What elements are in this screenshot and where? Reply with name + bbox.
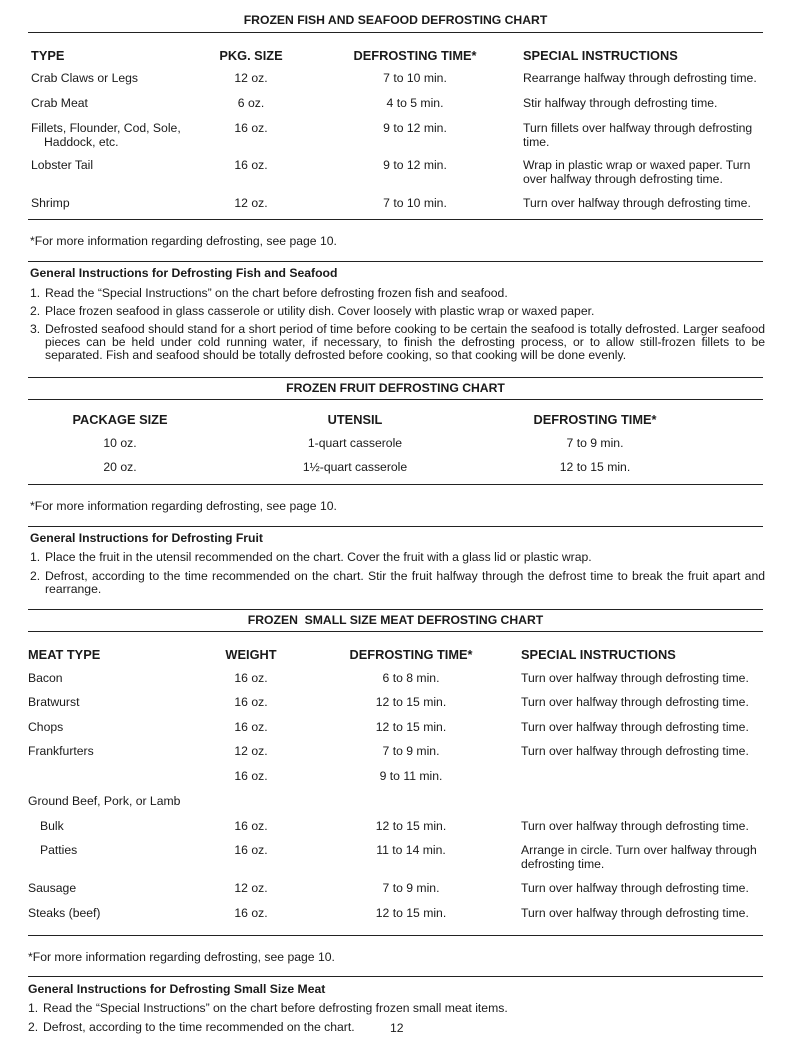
- fish-time: 4 to 5 min.: [386, 96, 444, 110]
- meat-time: 12 to 15 min.: [375, 695, 447, 709]
- meat-time: 12 to 15 min.: [375, 819, 447, 833]
- list-text: Defrosted seafood should stand for a short period of time before cooking to be certain the seafood is totally defrosted. Larger seafood pieces can be held under cold running water, if necessary, to finish the defrosting process, or to allow still-frozen fillets to be separated. Fish and seafood should be totally defrosted before cooking, so that cooking will be done evenly.: [45, 322, 765, 362]
- meat-instructions: Turn over halfway through defrosting time.: [521, 881, 749, 895]
- list-item: [30, 551, 765, 564]
- meat-header-instructions: SPECIAL INSTRUCTIONS: [521, 647, 676, 662]
- meat-time: 7 to 9 min.: [382, 744, 440, 758]
- list-item: [28, 1002, 763, 1015]
- list-text: Defrost, according to the time recommended on the chart. Stir the fruit halfway through the defrost time to break the fruit apart and rearrange.: [45, 569, 765, 596]
- list-item: [30, 570, 765, 596]
- divider: [28, 32, 763, 33]
- fish-type: Crab Claws or Legs: [31, 71, 139, 85]
- list-number: 2.: [30, 304, 41, 318]
- meat-weight: 12 oz.: [234, 881, 268, 895]
- meat-weight: 16 oz.: [234, 671, 268, 685]
- divider: [28, 609, 763, 610]
- fish-size: 16 oz.: [234, 158, 268, 172]
- fish-instructions-cont: time.: [523, 135, 550, 149]
- list-number: 2.: [28, 1020, 39, 1034]
- fish-size: 12 oz.: [234, 71, 268, 85]
- page-number: 12: [390, 1021, 404, 1035]
- fruit-header-size: PACKAGE SIZE: [72, 412, 168, 427]
- meat-instructions: Turn over halfway through defrosting time.: [521, 695, 749, 709]
- meat-weight: 16 oz.: [234, 843, 268, 857]
- meat-weight: 16 oz.: [234, 720, 268, 734]
- fish-time: 7 to 10 min.: [383, 196, 447, 210]
- list-text: Read the “Special Instructions” on the chart before defrosting frozen fish and seafood.: [45, 286, 508, 300]
- meat-time: 12 to 15 min.: [375, 720, 447, 734]
- fruit-utensil: 1-quart casserole: [307, 436, 403, 450]
- meat-weight: 16 oz.: [234, 819, 268, 833]
- meat-type: Bacon: [28, 671, 63, 685]
- fish-header-instructions: SPECIAL INSTRUCTIONS: [523, 48, 678, 63]
- meat-type: Bulk: [40, 819, 64, 833]
- fruit-time: 7 to 9 min.: [566, 436, 624, 450]
- meat-instructions: Turn over halfway through defrosting time.: [521, 720, 749, 734]
- list-item: [28, 1021, 388, 1034]
- fish-instructions: Wrap in plastic wrap or waxed paper. Turn: [523, 158, 751, 172]
- list-item: [30, 287, 765, 300]
- list-number: 1.: [30, 550, 41, 564]
- list-text: Read the “Special Instructions” on the chart before defrosting frozen small meat items.: [43, 1001, 508, 1015]
- fruit-size: 10 oz.: [103, 436, 137, 450]
- meat-time: 6 to 8 min.: [382, 671, 440, 685]
- fruit-size: 20 oz.: [103, 460, 137, 474]
- fish-instructions: Rearrange halfway through defrosting time.: [523, 71, 757, 85]
- list-text: Place the fruit in the utensil recommended on the chart. Cover the fruit with a glass lid or plastic wrap.: [45, 550, 592, 564]
- fish-time: 9 to 12 min.: [383, 158, 447, 172]
- meat-header-time: DEFROSTING TIME*: [349, 647, 473, 662]
- meat-weight: 16 oz.: [234, 906, 268, 920]
- meat-type: Sausage: [28, 881, 77, 895]
- meat-time: 12 to 15 min.: [375, 906, 447, 920]
- fish-instructions-cont: over halfway through defrosting time.: [523, 172, 723, 186]
- fish-type: Lobster Tail: [31, 158, 94, 172]
- divider: [28, 219, 763, 220]
- meat-header-type: MEAT TYPE: [28, 647, 101, 662]
- fish-header-time: DEFROSTING TIME*: [353, 48, 477, 63]
- meat-time: 11 to 14 min.: [376, 843, 446, 857]
- fish-size: 16 oz.: [234, 121, 268, 135]
- meat-type: Chops: [28, 720, 64, 734]
- fish-type: Shrimp: [31, 196, 70, 210]
- list-item: [30, 305, 765, 318]
- fish-size: 12 oz.: [234, 196, 268, 210]
- list-number: 1.: [30, 286, 41, 300]
- meat-instructions: Arrange in circle. Turn over halfway through: [521, 843, 757, 857]
- meat-weight: 16 oz.: [234, 769, 268, 783]
- fish-instructions: Turn over halfway through defrosting time.: [523, 196, 751, 210]
- fish-type-cont: Haddock, etc.: [44, 135, 119, 149]
- fruit-header-time: DEFROSTING TIME*: [533, 412, 657, 427]
- meat-instructions-cont: defrosting time.: [521, 857, 605, 871]
- meat-type: Frankfurters: [28, 744, 94, 758]
- divider: [28, 526, 763, 527]
- meat-chart-title: FROZEN SMALL SIZE MEAT DEFROSTING CHART: [247, 613, 544, 627]
- fish-type: Fillets, Flounder, Cod, Sole,: [31, 121, 181, 135]
- list-text: Defrost, according to the time recommended on the chart.: [43, 1020, 355, 1034]
- fish-chart-title: FROZEN FISH AND SEAFOOD DEFROSTING CHART: [243, 13, 548, 27]
- divider: [28, 261, 763, 262]
- fish-instructions: Stir halfway through defrosting time.: [523, 96, 718, 110]
- meat-weight: 12 oz.: [234, 744, 268, 758]
- meat-instructions: Turn over halfway through defrosting time.: [521, 819, 749, 833]
- fruit-chart-title: FROZEN FRUIT DEFROSTING CHART: [286, 381, 505, 395]
- meat-type: Steaks (beef): [28, 906, 101, 920]
- divider: [28, 976, 763, 977]
- meat-type: Bratwurst: [28, 695, 80, 709]
- list-text: Place frozen seafood in glass casserole or utility dish. Cover loosely with plastic wrap or waxed paper.: [45, 304, 595, 318]
- meat-time: 9 to 11 min.: [379, 769, 443, 783]
- meat-type: Ground Beef, Pork, or Lamb: [28, 794, 181, 808]
- meat-instructions: Turn over halfway through defrosting time.: [521, 671, 749, 685]
- list-number: 2.: [30, 569, 41, 583]
- fruit-utensil: 1½-quart casserole: [302, 460, 408, 474]
- list-number: 1.: [28, 1001, 39, 1015]
- meat-header-weight: WEIGHT: [225, 647, 277, 662]
- divider: [28, 399, 763, 400]
- fruit-time: 12 to 15 min.: [559, 460, 631, 474]
- fish-size: 6 oz.: [237, 96, 265, 110]
- divider: [28, 631, 763, 632]
- meat-time: 7 to 9 min.: [382, 881, 440, 895]
- footnote: *For more information regarding defrosting, see page 10.: [28, 950, 335, 964]
- meat-weight: 16 oz.: [234, 695, 268, 709]
- divider: [28, 484, 763, 485]
- section-heading: General Instructions for Defrosting Fish and Seafood: [30, 266, 338, 280]
- list-number: 3.: [30, 322, 41, 336]
- section-heading: General Instructions for Defrosting Fruit: [30, 531, 263, 545]
- fish-header-type: TYPE: [31, 48, 65, 63]
- fish-time: 7 to 10 min.: [383, 71, 447, 85]
- meat-type: Patties: [40, 843, 78, 857]
- meat-instructions: Turn over halfway through defrosting time.: [521, 744, 749, 758]
- fish-instructions: Turn fillets over halfway through defrosting: [523, 121, 753, 135]
- meat-instructions: Turn over halfway through defrosting time.: [521, 906, 749, 920]
- divider: [28, 377, 763, 378]
- fish-header-size: PKG. SIZE: [219, 48, 283, 63]
- section-heading: General Instructions for Defrosting Small Size Meat: [28, 982, 326, 996]
- footnote: *For more information regarding defrosting, see page 10.: [30, 234, 337, 248]
- footnote: *For more information regarding defrosting, see page 10.: [30, 499, 337, 513]
- fish-time: 9 to 12 min.: [383, 121, 447, 135]
- fish-type: Crab Meat: [31, 96, 88, 110]
- fruit-header-utensil: UTENSIL: [327, 412, 383, 427]
- divider: [28, 935, 763, 936]
- list-item: [30, 323, 765, 362]
